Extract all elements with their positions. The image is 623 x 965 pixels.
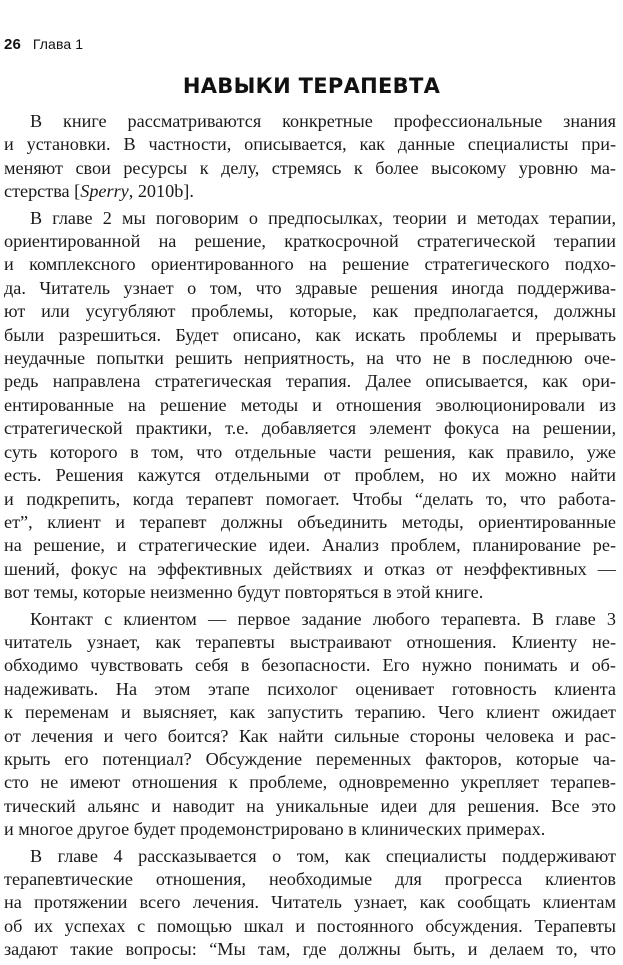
text-line: читатель узнает, как терапевты выстраивают отношения. Клиенту не- [4, 631, 616, 652]
text-line: надеживать. На этом этапе психолог оценивает готовность клиента [4, 678, 616, 699]
text-line: и комплексного ориентированного на решение стратегического подхо- [4, 254, 616, 275]
text-line: стерства [Sperry, 2010b]. [4, 181, 194, 202]
text-line: В главе 4 рассказывается о том, как специалисты поддерживают [30, 845, 616, 866]
text-line: задают такие вопросы: “Мы там, где должны быть, и делаем то, что [4, 939, 616, 960]
text-line: тический альянс и наводит на уникальные идеи для решения. Все это [4, 795, 616, 816]
text-line: к переменам и выясняет, как запустить терапию. Чего клиент ожидает [4, 702, 616, 723]
text-line: крыть его потенциал? Обсуждение переменных факторов, которые ча- [4, 748, 616, 769]
text-line: вот темы, которые неизменно будут повторяться в этой книге. [4, 582, 484, 603]
text-line: ориентированной на решение, краткосрочной стратегической терапии [4, 231, 616, 252]
text-line: редь направлена стратегическая терапия. Далее описывается, как ори- [4, 371, 616, 392]
text-line: и многое другое будет продемонстрировано в клинических примерах. [4, 819, 546, 840]
body-text [4, 110, 616, 965]
text-line: Контакт с клиентом — первое задание любого терапевта. В главе 3 [30, 608, 616, 629]
section-title: НАВЫКИ ТЕРАПЕВТА [182, 74, 441, 98]
text-line: обходимо чувствовать себя в безопасности. Его нужно понимать и об- [4, 655, 616, 676]
text-line: суть которого в том, что отдельные части решения, как правило, уже [4, 441, 616, 462]
text-line: сто не имеют отношения к проблеме, одновременно укрепляет терапев- [4, 772, 616, 793]
text-line: есть. Решения кажутся отдельными от проблем, но их можно найти [4, 465, 616, 486]
running-head [4, 36, 83, 53]
page-number: 26 [4, 36, 21, 53]
text-line: В главе 2 мы поговорим о предпосылках, теории и методах терапии, [30, 207, 616, 228]
paragraph [4, 110, 616, 204]
text-line: терапевтические отношения, необходимые для прогресса клиентов [4, 869, 616, 889]
paragraph [4, 845, 616, 962]
text-line: да. Читатель узнает о том, что здравые решения иногда поддержива- [4, 277, 616, 298]
text-line: и установки. В частности, описывается, как данные специалисты при- [4, 134, 616, 155]
text-line: шений, фокус на эффективных действиях и отказ от неэффективных — [4, 558, 616, 579]
chapter-label: Глава 1 [32, 36, 84, 52]
text-line: были разрешиться. Будет описано, как искать проблемы и прерывать [4, 324, 616, 345]
text-line: меняют свои ресурсы к делу, стремясь к более высокому уровню ма- [4, 157, 616, 178]
text-line: ентированные на решение методы и отношения эволюционировали из [4, 394, 616, 415]
text-line: на решение, и стратегические идеи. Анализ проблем, планирование ре- [4, 535, 616, 556]
text-line: неудачные попытки решить неприятность, на что не в последнюю оче- [4, 348, 616, 369]
text-line: В книге рассматриваются конкретные профессиональные знания [30, 111, 616, 131]
text-line: на протяжении всего лечения. Читатель узнает, как сообщать клиентам [4, 892, 616, 913]
text-line: ет”, клиент и терапевт должны объединить методы, ориентированные [4, 511, 616, 532]
paragraph [4, 207, 616, 605]
text-line: от лечения и чего боится? Как найти сильные стороны человека и рас- [4, 725, 616, 746]
text-line: и подкрепить, когда терапевт помогает. Чтобы “делать то, что работа- [4, 488, 616, 509]
text-line: стратегической практики, т.е. добавляется элемент фокуса на решении, [4, 418, 616, 439]
text-line: об их успехах с помощью шкал и постоянного обсуждения. Терапевты [4, 915, 616, 936]
paragraph [4, 608, 616, 842]
text-line: ют или усугубляют проблемы, которые, как предполагается, должны [4, 301, 616, 322]
